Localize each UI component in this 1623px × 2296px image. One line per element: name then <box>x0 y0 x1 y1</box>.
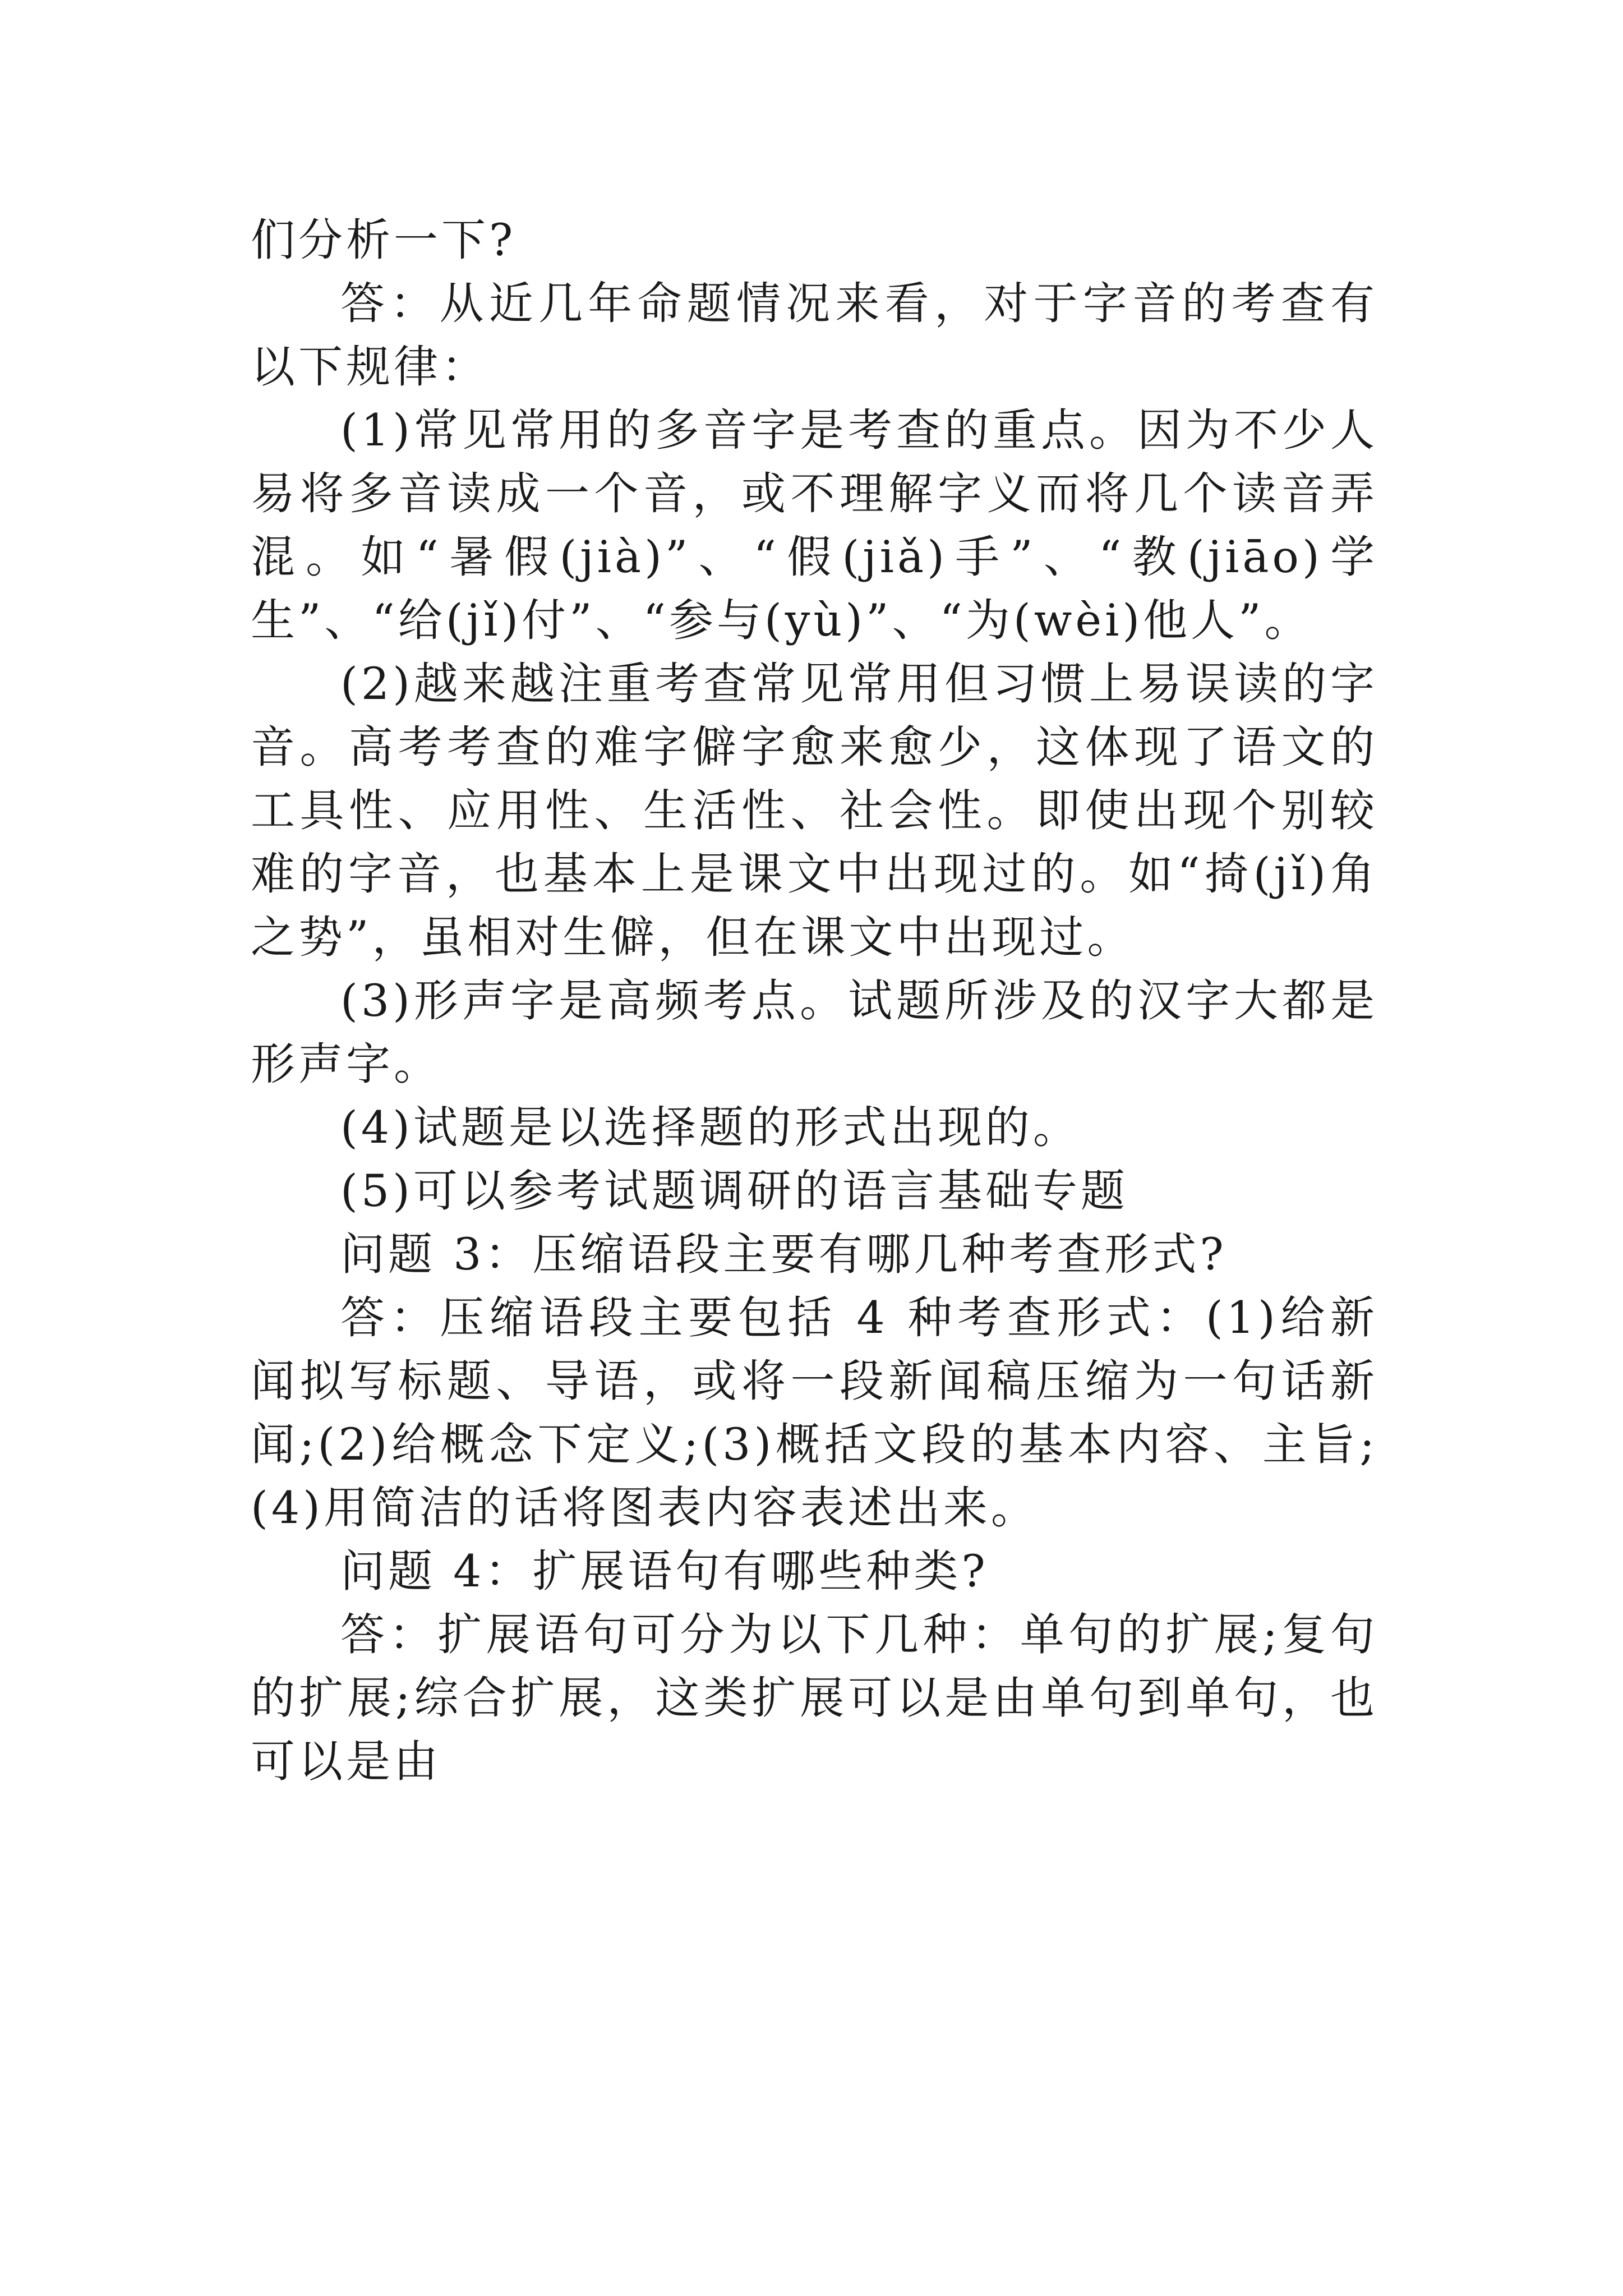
paragraph-rule-5: (5)可以参考试题调研的语言基础专题 <box>340 1165 1128 1217</box>
paragraph-rule-2: (2)越来越注重考查常见常用但习惯上易误读的字音。高考考查的难字僻字愈来愈少，这体现了语文的工具性、应用性、生活性、社会性。即使出现个别较难的字音，也基本上是课文中出现过的。如“掎(jǐ)角之势”，虽相对生僻，但在课文中出现过。 <box>251 658 1378 963</box>
paragraph-answer-3: 答：压缩语段主要包括 4 种考查形式：(1)给新闻拟写标题、导语，或将一段新闻稿压缩为一句话新闻;(2)给概念下定义;(3)概括文段的基本内容、主旨;(4)用简洁的话将图表内容表述出来。 <box>251 1292 1378 1534</box>
paragraph-question-4: 问题 4：扩展语句有哪些种类? <box>340 1545 989 1597</box>
paragraph-answer-intro: 答：从近几年命题情况来看，对于字音的考查有以下规律： <box>251 278 1378 393</box>
paragraph-question-3: 问题 3：压缩语段主要有哪几种考查形式? <box>340 1228 1227 1280</box>
paragraph-rule-4: (4)试题是以选择题的形式出现的。 <box>340 1102 1081 1153</box>
paragraph-continuation: 们分析一下? <box>251 214 517 266</box>
paragraph-rule-3: (3)形声字是高频考点。试题所涉及的汉字大都是形声字。 <box>251 975 1378 1090</box>
document-body <box>251 209 1378 1793</box>
paragraph-rule-1: (1)常见常用的多音字是考查的重点。因为不少人易将多音读成一个音，或不理解字义而将几个读音弄混。如“暑假(jià)”、“假(jiǎ)手”、“教(jiāo)学生”、“给(jǐ)付”、“参与(yù)”、“为(wèi)他人”。 <box>251 404 1378 646</box>
paragraph-answer-4: 答：扩展语句可分为以下几种：单句的扩展;复句的扩展;综合扩展，这类扩展可以是由单句到单句，也可以是由 <box>251 1609 1378 1787</box>
